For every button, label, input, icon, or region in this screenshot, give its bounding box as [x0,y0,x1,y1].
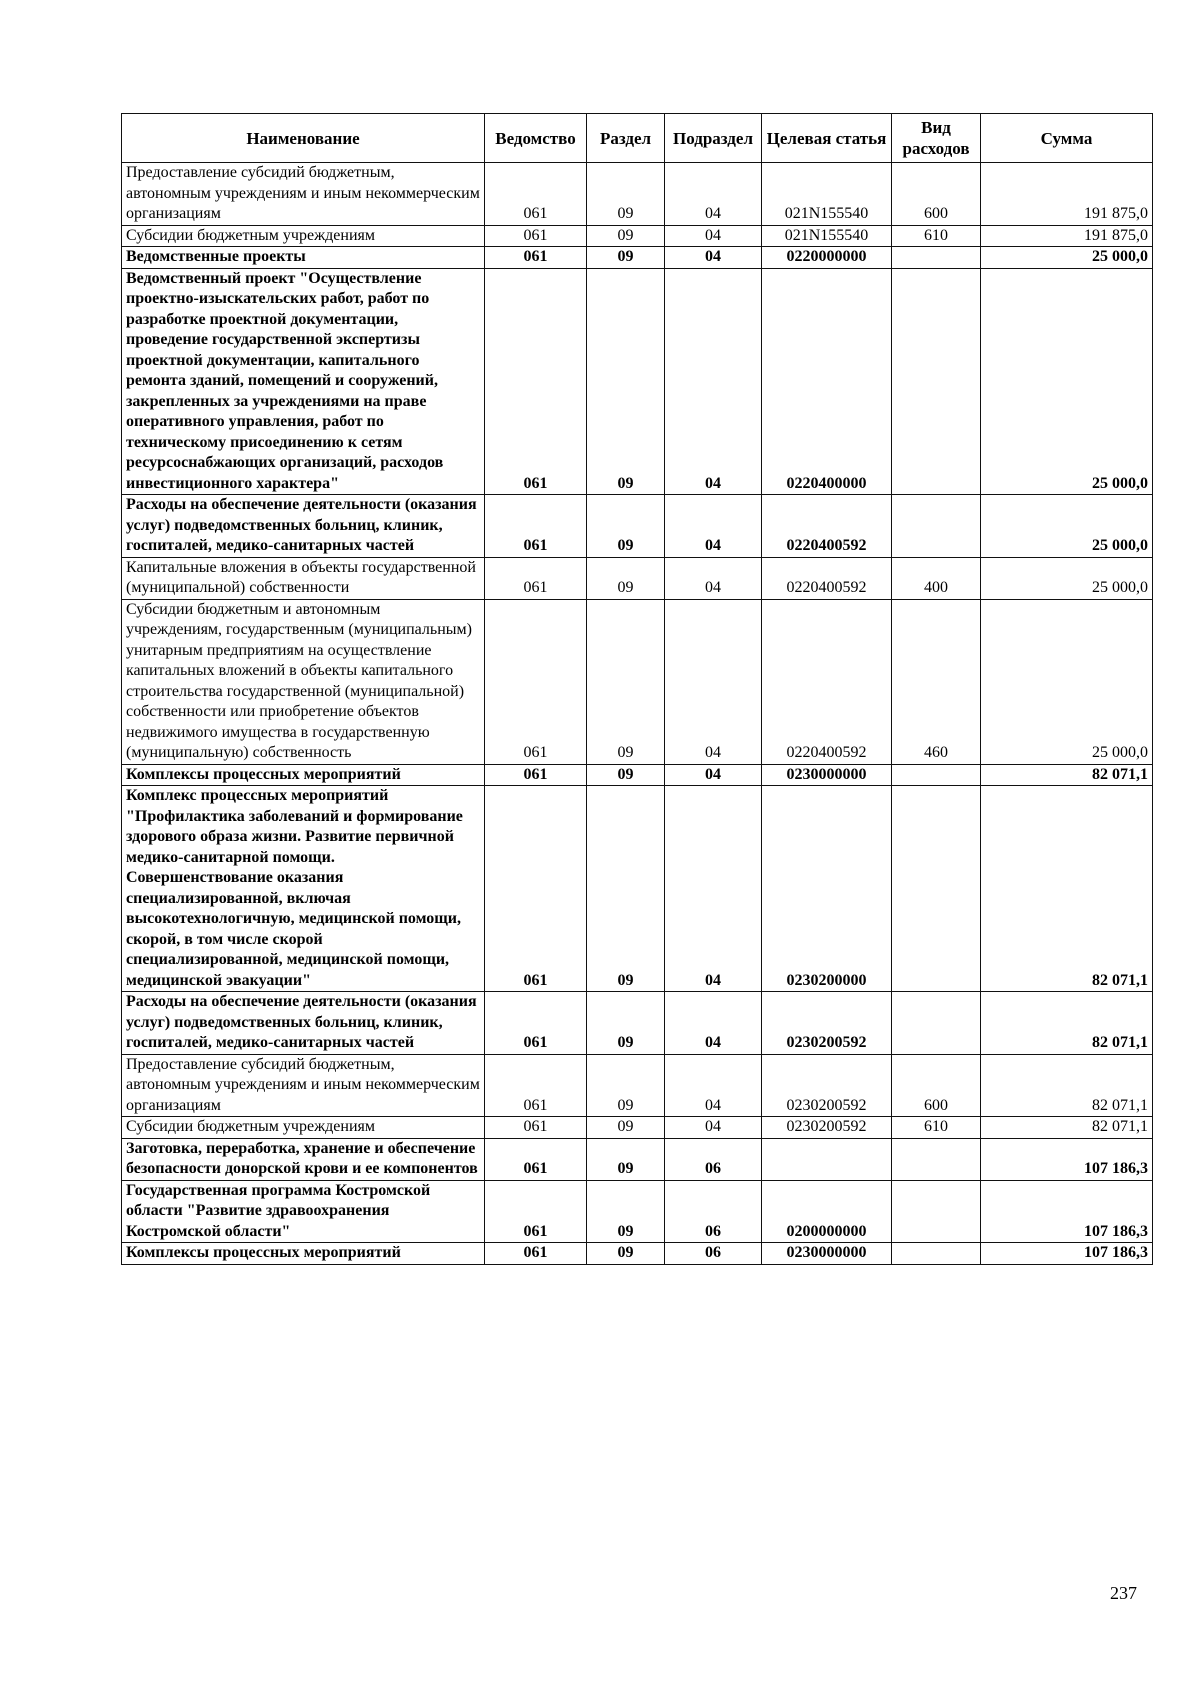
row-summa: 25 000,0 [981,599,1153,764]
row-celevaya: 0220000000 [762,247,892,269]
row-razdel: 09 [587,764,665,786]
row-celevaya: 0230000000 [762,764,892,786]
row-vedomstvo: 061 [485,764,587,786]
row-vedomstvo: 061 [485,163,587,226]
row-podrazdel: 06 [665,1138,762,1180]
row-name: Ведомственный проект "Осуществление проектно-изыскательских работ, работ по разработке проектной документации, проведение государственной экспертизы проектной документации, капитального ремонта зданий, помещений и сооружений, закрепленных за учреждениями на праве оперативного управления, работ по техническому присоединению к сетям ресурсоснабжающих организаций, расходов инвестиционного характера" [122,268,485,495]
row-razdel: 09 [587,163,665,226]
row-summa: 82 071,1 [981,1054,1153,1117]
row-vid [892,1243,981,1265]
budget-table-container [121,113,1152,1265]
row-name: Комплексы процессных мероприятий [122,764,485,786]
row-summa: 82 071,1 [981,1117,1153,1139]
row-razdel: 09 [587,268,665,495]
row-podrazdel: 06 [665,1180,762,1243]
row-vedomstvo: 061 [485,495,587,558]
header-name: Наименование [122,114,485,163]
row-vedomstvo: 061 [485,599,587,764]
row-celevaya: 021N155540 [762,225,892,247]
row-name: Субсидии бюджетным и автономным учреждениям, государственным (муниципальным) унитарным предприятиям на осуществление капитальных вложений в объекты капитального строительства государственной (муниципальной) собственности или приобретение объектов недвижимого имущества в государственную (муниципальную) собственность [122,599,485,764]
row-celevaya: 0230200592 [762,1117,892,1139]
row-vid [892,786,981,992]
row-razdel: 09 [587,557,665,599]
table-row [122,1054,1153,1117]
row-podrazdel: 04 [665,786,762,992]
row-name: Предоставление субсидий бюджетным, автономным учреждениям и иным некоммерческим организациям [122,1054,485,1117]
row-summa: 82 071,1 [981,992,1153,1055]
row-name: Субсидии бюджетным учреждениям [122,225,485,247]
header-podrazdel: Подраздел [665,114,762,163]
row-celevaya: 0230200592 [762,1054,892,1117]
table-row [122,1117,1153,1139]
row-celevaya: 021N155540 [762,163,892,226]
row-vedomstvo: 061 [485,1117,587,1139]
row-razdel: 09 [587,992,665,1055]
row-celevaya: 0220400000 [762,268,892,495]
row-razdel: 09 [587,1243,665,1265]
table-row [122,247,1153,269]
row-podrazdel: 04 [665,992,762,1055]
header-vid: Вид расходов [892,114,981,163]
row-name: Заготовка, переработка, хранение и обеспечение безопасности донорской крови и ее компонентов [122,1138,485,1180]
row-vid: 460 [892,599,981,764]
row-summa: 25 000,0 [981,495,1153,558]
row-celevaya: 0230000000 [762,1243,892,1265]
row-podrazdel: 04 [665,495,762,558]
row-summa: 25 000,0 [981,247,1153,269]
row-razdel: 09 [587,786,665,992]
row-vedomstvo: 061 [485,557,587,599]
table-row [122,163,1153,226]
row-vedomstvo: 061 [485,225,587,247]
row-podrazdel: 04 [665,225,762,247]
table-body [122,163,1153,1265]
row-vedomstvo: 061 [485,268,587,495]
table-row [122,495,1153,558]
row-razdel: 09 [587,1180,665,1243]
row-vid: 600 [892,1054,981,1117]
table-row [122,992,1153,1055]
row-summa: 82 071,1 [981,764,1153,786]
row-podrazdel: 04 [665,557,762,599]
row-summa: 107 186,3 [981,1180,1153,1243]
row-name: Государственная программа Костромской области "Развитие здравоохранения Костромской области" [122,1180,485,1243]
row-razdel: 09 [587,495,665,558]
row-name: Расходы на обеспечение деятельности (оказания услуг) подведомственных больниц, клиник, госпиталей, медико-санитарных частей [122,495,485,558]
row-vedomstvo: 061 [485,1054,587,1117]
table-row [122,557,1153,599]
table-row [122,1180,1153,1243]
row-podrazdel: 04 [665,163,762,226]
page-number: 237 [1110,1583,1137,1603]
row-summa: 25 000,0 [981,268,1153,495]
row-vid: 610 [892,225,981,247]
row-podrazdel: 04 [665,1054,762,1117]
row-vid [892,1180,981,1243]
row-podrazdel: 04 [665,268,762,495]
row-vid: 600 [892,163,981,226]
row-vid [892,495,981,558]
row-vid [892,764,981,786]
row-vedomstvo: 061 [485,1243,587,1265]
row-vid [892,268,981,495]
row-podrazdel: 04 [665,764,762,786]
row-celevaya: 0230200592 [762,992,892,1055]
row-vedomstvo: 061 [485,786,587,992]
row-summa: 25 000,0 [981,557,1153,599]
row-vedomstvo: 061 [485,1180,587,1243]
table-row [122,268,1153,495]
header-summa: Сумма [981,114,1153,163]
row-celevaya: 0220400592 [762,599,892,764]
row-celevaya [762,1138,892,1180]
row-razdel: 09 [587,599,665,764]
row-podrazdel: 06 [665,1243,762,1265]
header-celevaya: Целевая статья [762,114,892,163]
row-razdel: 09 [587,247,665,269]
row-celevaya: 0220400592 [762,557,892,599]
header-vedomstvo: Ведомство [485,114,587,163]
row-vedomstvo: 061 [485,992,587,1055]
row-name: Предоставление субсидий бюджетным, автономным учреждениям и иным некоммерческим организациям [122,163,485,226]
row-summa: 107 186,3 [981,1138,1153,1180]
row-name: Субсидии бюджетным учреждениям [122,1117,485,1139]
table-row [122,1138,1153,1180]
row-vedomstvo: 061 [485,247,587,269]
row-vid: 400 [892,557,981,599]
row-name: Ведомственные проекты [122,247,485,269]
row-summa: 191 875,0 [981,163,1153,226]
row-summa: 191 875,0 [981,225,1153,247]
row-razdel: 09 [587,1117,665,1139]
row-summa: 107 186,3 [981,1243,1153,1265]
row-name: Капитальные вложения в объекты государственной (муниципальной) собственности [122,557,485,599]
row-vid: 610 [892,1117,981,1139]
table-row [122,764,1153,786]
row-vid [892,1138,981,1180]
row-name: Расходы на обеспечение деятельности (оказания услуг) подведомственных больниц, клиник, госпиталей, медико-санитарных частей [122,992,485,1055]
table-row [122,1243,1153,1265]
table-row [122,225,1153,247]
row-name: Комплекс процессных мероприятий "Профилактика заболеваний и формирование здорового образа жизни. Развитие первичной медико-санитарной помощи. Совершенствование оказания специализированной, включая высокотехнологичную, медицинской помощи, скорой, в том числе скорой специализированной, медицинской помощи, медицинской эвакуации" [122,786,485,992]
row-podrazdel: 04 [665,1117,762,1139]
row-vedomstvo: 061 [485,1138,587,1180]
row-celevaya: 0200000000 [762,1180,892,1243]
table-header-row [122,114,1153,163]
row-celevaya: 0230200000 [762,786,892,992]
table-row [122,786,1153,992]
table-row [122,599,1153,764]
row-razdel: 09 [587,225,665,247]
row-razdel: 09 [587,1138,665,1180]
row-name: Комплексы процессных мероприятий [122,1243,485,1265]
row-podrazdel: 04 [665,599,762,764]
row-vid [892,992,981,1055]
row-razdel: 09 [587,1054,665,1117]
budget-table [121,113,1153,1265]
row-vid [892,247,981,269]
row-summa: 82 071,1 [981,786,1153,992]
header-razdel: Раздел [587,114,665,163]
row-celevaya: 0220400592 [762,495,892,558]
row-podrazdel: 04 [665,247,762,269]
